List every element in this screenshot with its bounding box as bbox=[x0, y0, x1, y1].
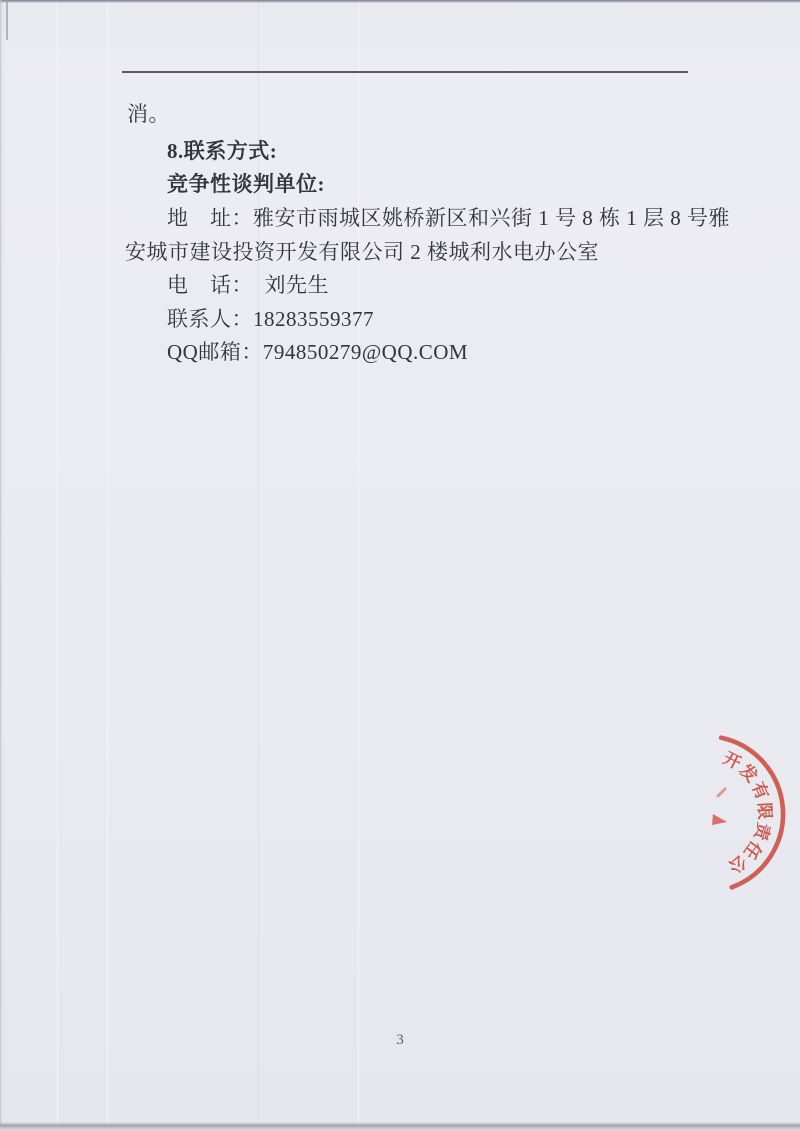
official-seal-stamp bbox=[600, 700, 800, 930]
scan-band bbox=[107, 0, 108, 1130]
scan-edge-bottom bbox=[0, 1122, 800, 1130]
stamp-character: 任 bbox=[739, 837, 766, 863]
scan-edge-tick bbox=[6, 0, 8, 40]
stamp-character: 限 bbox=[754, 801, 775, 820]
paragraph-tail-line: 消。 bbox=[127, 102, 170, 126]
section-heading-contact-info: 8.联系方式: bbox=[167, 139, 278, 163]
qq-email-line: QQ邮箱：794850279@QQ.COM bbox=[167, 340, 469, 364]
stamp-character: 有 bbox=[747, 779, 772, 803]
page-number: 3 bbox=[396, 1032, 404, 1048]
stamp-ink-mark bbox=[718, 789, 725, 796]
scan-band bbox=[258, 0, 259, 1130]
contact-person-line: 联系人：18283559377 bbox=[167, 307, 374, 331]
header-rule bbox=[122, 71, 688, 73]
stamp-character: 开 bbox=[720, 748, 744, 774]
stamp-character: 责 bbox=[750, 820, 774, 843]
address-line-2: 安城市建设投资开发有限公司 2 楼城利水电办公室 bbox=[125, 240, 599, 264]
phone-line: 电 话： 刘先生 bbox=[167, 273, 329, 297]
scan-edge-top bbox=[0, 0, 800, 3]
stamp-character: 公 bbox=[725, 851, 750, 877]
scan-band bbox=[358, 0, 359, 1130]
stamp-star-tip bbox=[712, 814, 727, 825]
stamp-character: 发 bbox=[735, 760, 762, 787]
address-line-1: 地 址：雅安市雨城区姚桥新区和兴街 1 号 8 栋 1 层 8 号雅 bbox=[167, 206, 730, 230]
sub-heading-negotiation-unit: 竞争性谈判单位: bbox=[167, 172, 325, 196]
scan-edge-left bbox=[0, 0, 2, 1130]
scan-band bbox=[57, 0, 58, 1130]
